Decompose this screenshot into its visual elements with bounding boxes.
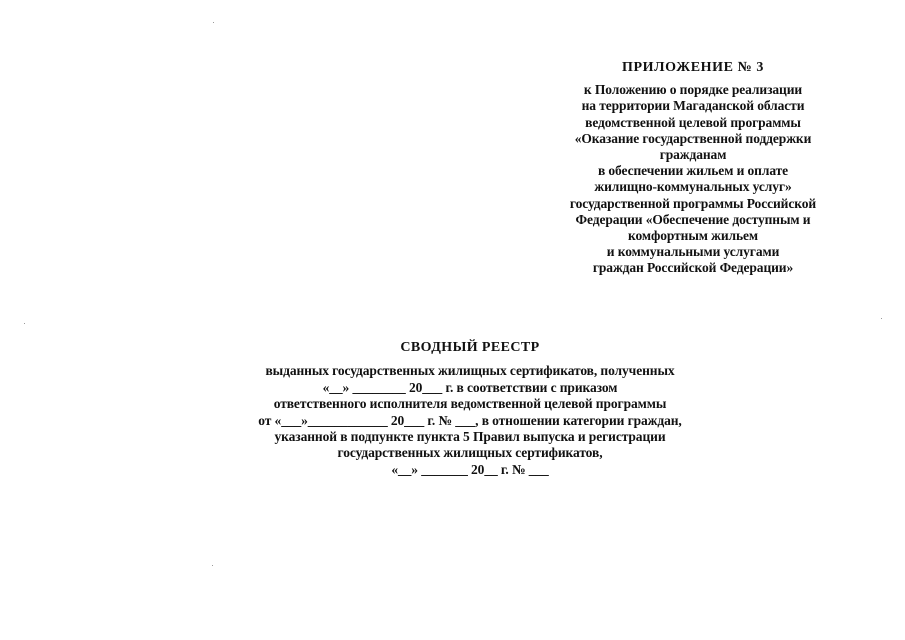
appendix-line: к Положению о порядке реализации bbox=[583, 82, 803, 98]
registry-line: «__» ________ 20___ г. в соответствии с приказом bbox=[322, 379, 618, 395]
appendix-line: государственной программы Российской bbox=[569, 195, 817, 211]
registry-block bbox=[200, 340, 740, 478]
appendix-line: в обеспечении жильем и оплате bbox=[597, 163, 789, 179]
registry-line: ответственного исполнителя ведомственной целевой программы bbox=[273, 396, 667, 412]
registry-line: указанной в подпункте пункта 5 Правил выпуска и регистрации bbox=[274, 429, 666, 445]
appendix-title: ПРИЛОЖЕНИЕ № 3 bbox=[621, 60, 765, 75]
registry-line: выданных государственных жилищных сертификатов, полученных bbox=[265, 363, 675, 379]
registry-line: «__» _______ 20__ г. № ___ bbox=[391, 461, 549, 477]
scan-speck bbox=[213, 22, 214, 23]
appendix-line: «Оказание государственной поддержки bbox=[574, 130, 812, 146]
registry-line: от «___»____________ 20___ г. № ___, в отношении категории граждан, bbox=[258, 412, 682, 428]
appendix-line: комфортным жильем bbox=[628, 228, 758, 244]
scan-speck bbox=[24, 323, 25, 324]
registry-line: государственных жилищных сертификатов, bbox=[337, 445, 603, 461]
scan-speck bbox=[212, 565, 213, 566]
appendix-line: и коммунальными услугами bbox=[606, 244, 780, 260]
scan-speck bbox=[881, 318, 882, 319]
registry-title: СВОДНЫЙ РЕЕСТР bbox=[400, 340, 540, 355]
appendix-line: ведомственной целевой программы bbox=[585, 114, 801, 130]
appendix-line: жилищно-коммунальных услуг» bbox=[594, 179, 792, 195]
appendix-line: на территории Магаданской области bbox=[581, 98, 805, 114]
appendix-line: Федерации «Обеспечение доступным и bbox=[575, 211, 811, 227]
appendix-line: гражданам bbox=[659, 147, 727, 163]
appendix-header bbox=[538, 60, 848, 277]
appendix-line: граждан Российской Федерации» bbox=[592, 260, 794, 276]
